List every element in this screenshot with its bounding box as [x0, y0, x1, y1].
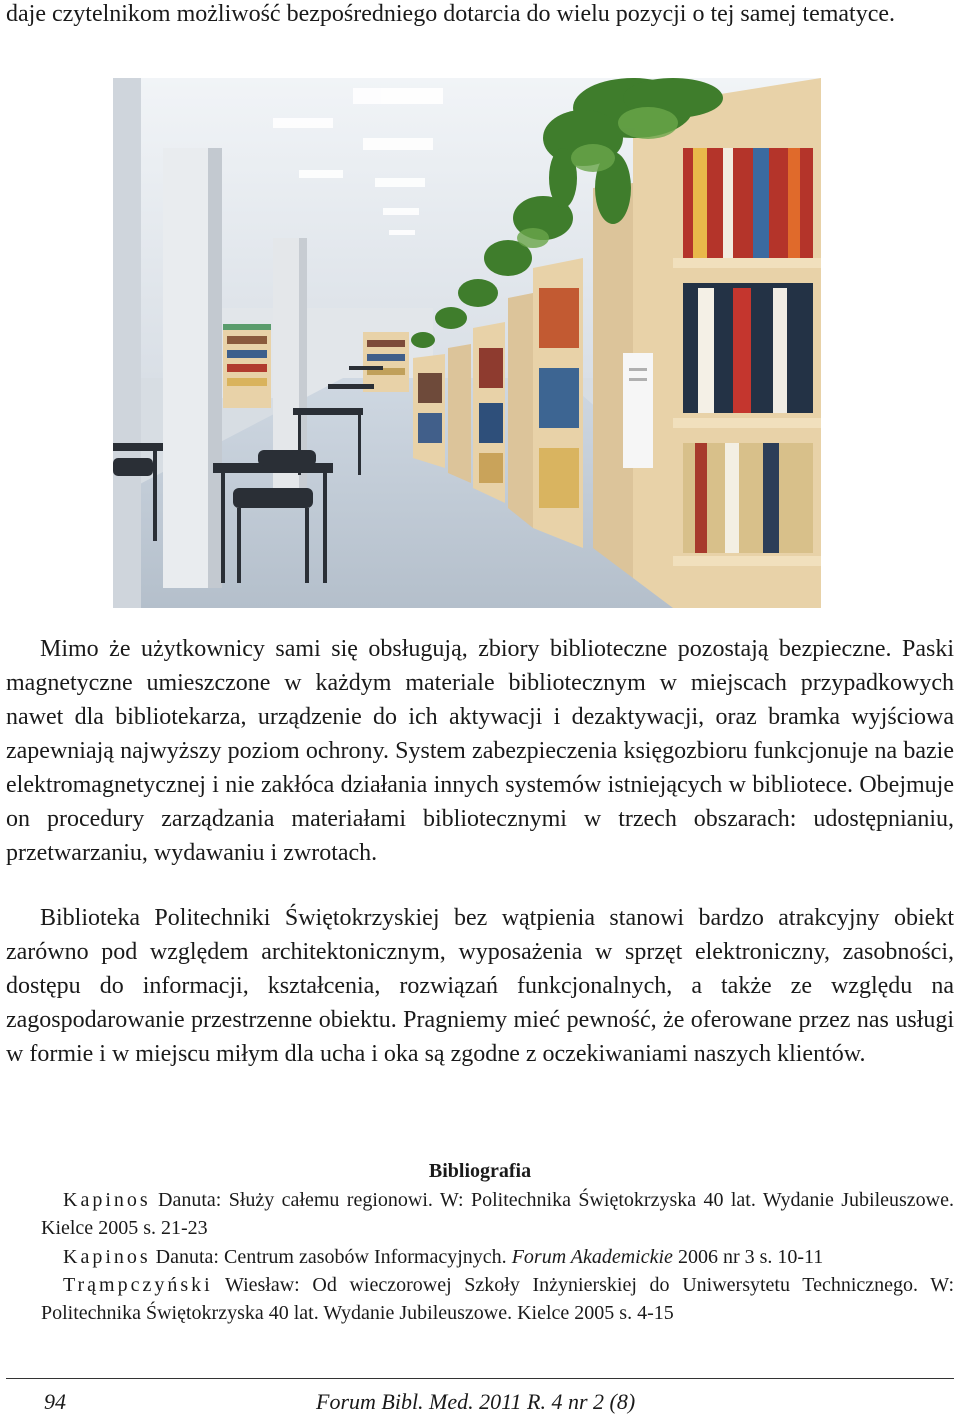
paragraph-security: Mimo że użytkownicy sami się obsługują, zbiory biblioteczne pozostają bezpieczne. Paski magnetyczne umieszczone w każdym materiale bibliotecznym w miejscach przypadkowych nawet dla bibliotekarza, urządzenie do ich aktywacji i dezaktywacji, oraz bramka wyjściowa zapewniają najwyższy poziom ochrony. System zabezpieczenia księgozbioru funkcjonuje na bazie elektromagnetycznej i nie zakłóca działania innych systemów istniejących w bibliotece. Obejmuje on procedury zarządzania materiałami bibliotecznymi w trzech obszarach: udostępnianiu, przetwarzaniu, wydawaniu i zwrotach.	[6, 636, 954, 866]
paragraph-library-summary: Biblioteka Politechniki Świętokrzyskiej bez wątpienia stanowi bardzo atrakcyjny obiekt zarówno pod względem architektonicznym, wyposażenia w sprzęt elektroniczny, zasobności, dostępu do informacji, kształcenia, rozwiązań funkcjonalnych, a także ze względu na zagospodarowanie przestrzenne obiektu. Pragniemy mieć pewność, że oferowane przez nas usługi w formie i w miejscu miłym dla ucha i oka są zgodne z oczekiwaniami naszych klientów.	[6, 905, 954, 1067]
bibliography-text: 2006 nr 3 s. 10-11	[672, 1246, 824, 1268]
library-interior-photo	[113, 78, 821, 608]
bibliography-author: Kapinos	[63, 1246, 151, 1268]
bibliography-entry	[41, 1186, 954, 1242]
bibliography-text: Danuta: Służy całemu regionowi. W: Politechnika Świętokrzyska 40 lat. Wydanie Jubileuszowe. Kielce 2005 s. 21-23	[41, 1189, 954, 1239]
bibliography-text: Danuta: Centrum zasobów Informacyjnych.	[150, 1246, 512, 1268]
bibliography-heading: Bibliografia	[428, 1160, 532, 1182]
journal-reference: Forum Bibl. Med. 2011 R. 4 nr 2 (8)	[316, 1389, 636, 1414]
bibliography-author: Kapinos	[63, 1189, 151, 1211]
bibliography-journal: Forum Akademickie	[511, 1246, 673, 1268]
bibliography-author: Trąmpczyński	[63, 1274, 213, 1296]
bibliography-text: Wiesław: Od wieczorowej Szkoły Inżynierskiej do Uniwersytetu Technicznego. W: Politechnika Świętokrzyska 40 lat. Wydanie Jubileuszowe. Kielce 2005 s. 4-15	[41, 1274, 954, 1324]
footer-divider	[6, 1378, 954, 1379]
bibliography-entry	[41, 1243, 954, 1271]
bibliography-entry	[41, 1271, 954, 1327]
paragraph-intro-end: daje czytelnikom możliwość bezpośredniego dotarcia do wielu pozycji o tej samej tematyce.	[6, 1, 896, 27]
page-number: 94	[44, 1389, 66, 1414]
